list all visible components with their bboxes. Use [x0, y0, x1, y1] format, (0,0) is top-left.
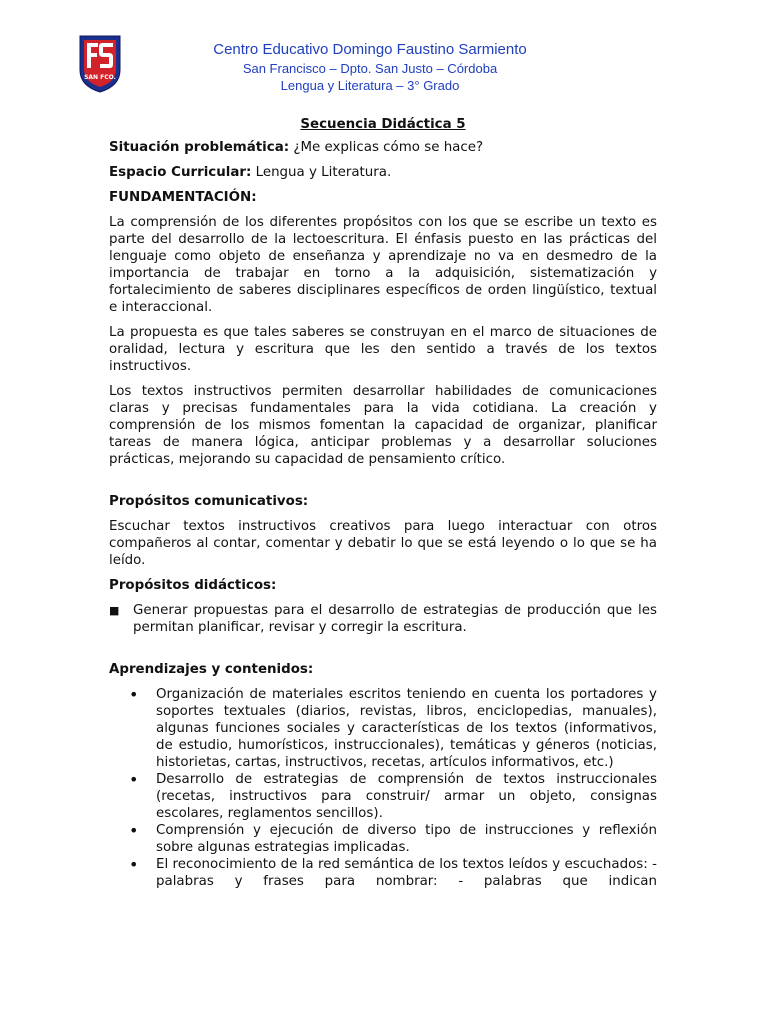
fundamentacion-paragraph: La comprensión de los diferentes propósitos con los que se escribe un texto es parte del desarrollo de la lectoescritura. El énfasis puesto en las prácticas del lenguaje como objeto de enseñanza y aprendizaje no va en desmedro de la importancia de trabajar en torno a la adquisición, sistematización y fortalecimiento de saberes disciplinares específicos de orden lingüístico, textual e interaccional.	[109, 215, 657, 315]
dot-bullet-icon: •	[129, 855, 139, 874]
situacion-value: ¿Me explicas cómo se hace?	[289, 140, 484, 155]
list-item	[109, 602, 657, 636]
aprendizajes-heading: Aprendizajes y contenidos:	[109, 662, 314, 677]
page-title: Secuencia Didáctica 5	[300, 117, 466, 132]
propositos-didacticos-heading: Propósitos didácticos:	[109, 578, 277, 593]
list-item-text: Comprensión y ejecución de diverso tipo de instrucciones y reflexión sobre algunas estrategias implicadas.	[156, 823, 657, 855]
fundamentacion-paragraph: Los textos instructivos permiten desarrollar habilidades de comunicaciones claras y precisas fundamentales para la vida cotidiana. La creación y comprensión de los mismos fomentan la capacidad de organizar, planificar tareas de manera lógica, anticipar problemas y a desarrollar soluciones prácticas, mejorando su capacidad de pensamiento crítico.	[109, 384, 657, 467]
school-location: San Francisco – Dpto. San Justo – Córdoba	[242, 61, 498, 76]
list-item-text: Desarrollo de estrategias de comprensión de textos instruccionales (recetas, instructivos para construir/ armar un objeto, consignas escolares, reglamentos sencillos).	[156, 772, 657, 821]
logo-text: SAN FCO.	[84, 74, 116, 81]
fundamentacion-paragraph: La propuesta es que tales saberes se construyan en el marco de situaciones de oralidad, lectura y escritura que les den sentido a través de los textos instructivos.	[109, 325, 657, 374]
school-name: Centro Educativo Domingo Faustino Sarmiento	[213, 41, 527, 58]
list-item	[109, 822, 657, 856]
aprendizajes-list	[109, 686, 657, 890]
situacion-label: Situación problemática:	[109, 140, 290, 155]
school-logo	[77, 34, 123, 94]
list-item	[109, 771, 657, 822]
course-name: Lengua y Literatura – 3° Grado	[280, 78, 460, 93]
list-item-text: El reconocimiento de la red semántica de los textos leídos y escuchados: - palabras y frases para nombrar: - palabras que indican	[156, 857, 657, 889]
dot-bullet-icon: •	[129, 685, 139, 704]
propositos-didacticos-text: Generar propuestas para el desarrollo de estrategias de producción que les permitan planificar, revisar y corregir la escritura.	[133, 603, 657, 635]
list-item	[109, 686, 657, 771]
espacio-value: Lengua y Literatura.	[251, 165, 392, 180]
square-bullet-icon: ■	[109, 604, 120, 617]
propositos-comunicativos-text: Escuchar textos instructivos creativos para luego interactuar con otros compañeros al contar, comentar y debatir lo que se está leyendo o lo que se ha leído.	[109, 519, 657, 568]
situacion-line	[109, 139, 657, 156]
propositos-comunicativos-heading: Propósitos comunicativos:	[109, 494, 309, 509]
list-item-text: Organización de materiales escritos teniendo en cuenta los portadores y soportes textuales (diarios, revistas, libros, enciclopedias, manuales), algunas funciones sociales y características de los textos (informativos, de estudio, humorísticos, instruccionales), temáticas y géneros (noticias, historietas, cartas, instructivos, recetas, artículos informativos, etc.)	[156, 687, 657, 770]
list-item	[109, 856, 657, 890]
espacio-line	[109, 164, 657, 181]
dot-bullet-icon: •	[129, 821, 139, 840]
espacio-label: Espacio Curricular:	[109, 165, 252, 180]
document-body	[109, 116, 657, 890]
dot-bullet-icon: •	[129, 770, 139, 789]
fundamentacion-heading: FUNDAMENTACIÓN:	[109, 190, 257, 205]
